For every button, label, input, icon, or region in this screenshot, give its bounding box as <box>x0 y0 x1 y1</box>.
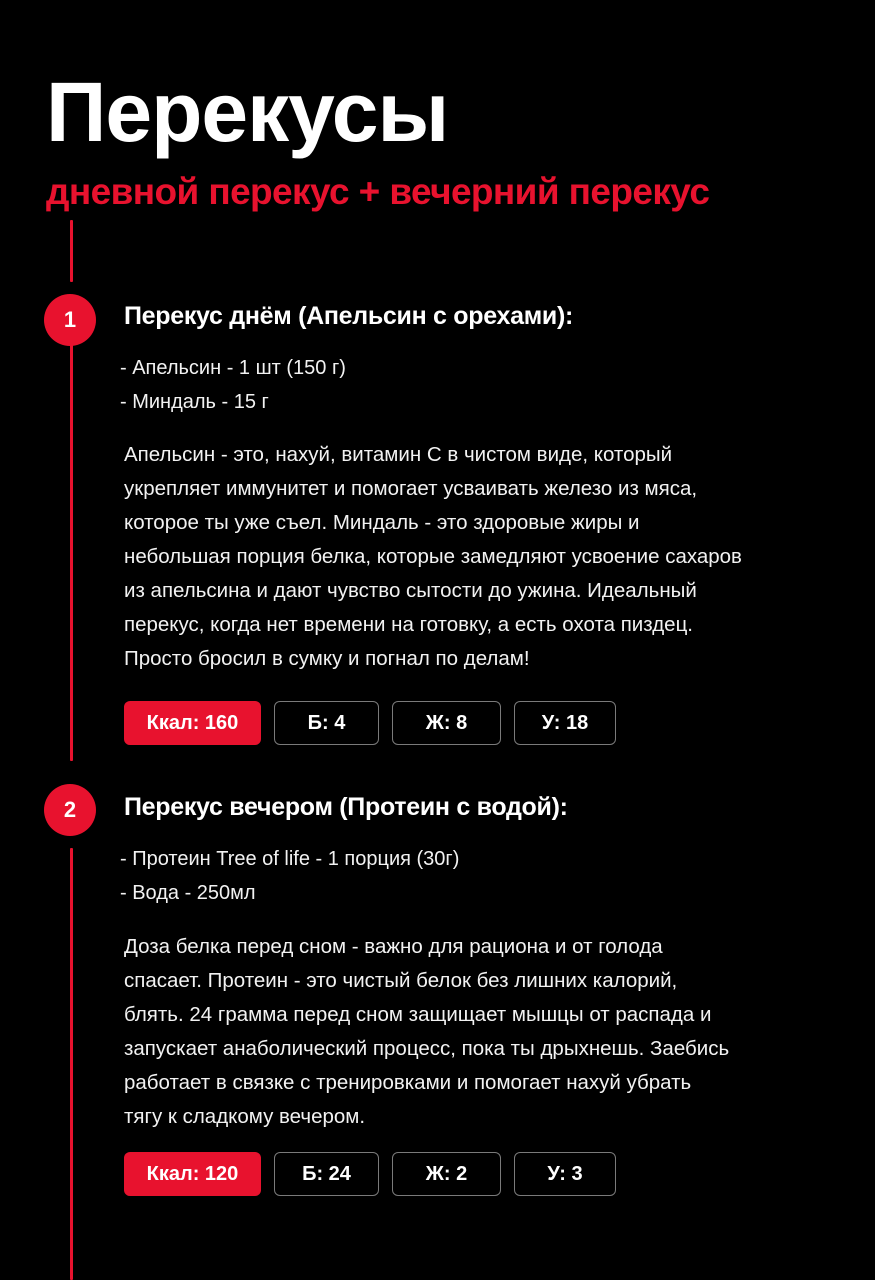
description-line: тягу к сладкому вечером. <box>124 1105 366 1128</box>
description-line: Доза белка перед сном - важно для рациона и от голода <box>124 935 663 958</box>
timeline-line-bottom <box>70 848 73 1280</box>
step-number-badge: 1 <box>44 294 96 346</box>
description-line: укрепляет иммунитет и помогает усваивать железо из мяса, <box>124 477 698 500</box>
timeline-line-middle <box>70 343 73 761</box>
macros-row <box>124 701 616 745</box>
carbs-badge: У: 18 <box>514 701 616 745</box>
step-title: Перекус днём (Апельсин с орехами): <box>124 302 574 330</box>
fat-badge: Ж: 2 <box>392 1152 501 1196</box>
kcal-badge: Ккал: 120 <box>124 1152 261 1196</box>
description-line: запускает анаболический процесс, пока ты дрыхнешь. Заебись <box>124 1037 730 1060</box>
fat-badge: Ж: 8 <box>392 701 501 745</box>
description-line: Просто бросил в сумку и погнал по делам! <box>124 647 530 670</box>
step-title: Перекус вечером (Протеин с водой): <box>124 793 568 821</box>
description-line: перекус, когда нет времени на готовку, а есть охота пиздец. <box>124 613 694 636</box>
description-line: которое ты уже съел. Миндаль - это здоровые жиры и <box>124 511 640 534</box>
macros-row <box>124 1152 616 1196</box>
timeline-line-top <box>70 220 73 282</box>
description-line: из апельсина и дают чувство сытости до ужина. Идеальный <box>124 579 697 602</box>
description-line: небольшая порция белка, которые замедляют усвоение сахаров <box>124 545 742 568</box>
page-subtitle: дневной перекус + вечерний перекус <box>46 171 710 212</box>
ingredient-item: - Вода - 250мл <box>120 882 256 904</box>
ingredient-item: - Протеин Tree of life - 1 порция (30г) <box>120 848 460 870</box>
carbs-badge: У: 3 <box>514 1152 616 1196</box>
step-description <box>124 438 824 676</box>
ingredients-list <box>120 842 459 910</box>
description-line: Апельсин - это, нахуй, витамин С в чистом виде, который <box>124 443 673 466</box>
step-description <box>124 930 824 1134</box>
protein-badge: Б: 4 <box>274 701 379 745</box>
description-line: спасает. Протеин - это чистый белок без лишних калорий, <box>124 969 678 992</box>
kcal-badge: Ккал: 160 <box>124 701 261 745</box>
ingredient-item: - Миндаль - 15 г <box>120 391 269 413</box>
step-number-badge: 2 <box>44 784 96 836</box>
protein-badge: Б: 24 <box>274 1152 379 1196</box>
page-title: Перекусы <box>46 65 449 159</box>
description-line: работает в связке с тренировками и помогает нахуй убрать <box>124 1071 692 1094</box>
ingredient-item: - Апельсин - 1 шт (150 г) <box>120 357 346 379</box>
description-line: блять. 24 грамма перед сном защищает мышцы от распада и <box>124 1003 712 1026</box>
ingredients-list <box>120 351 346 419</box>
